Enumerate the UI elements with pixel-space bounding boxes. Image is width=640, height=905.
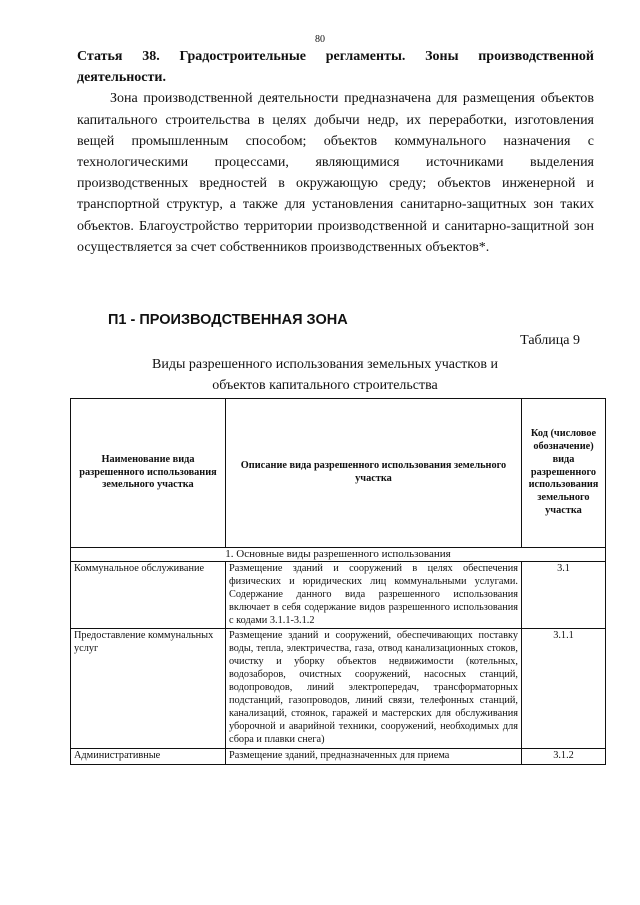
- section-title: 1. Основные виды разрешенного использования: [71, 548, 606, 562]
- row-description: Размещение зданий, предназначенных для приема: [226, 748, 522, 764]
- row-description: Размещение зданий и сооружений, обеспечивающих поставку воды, тепла, электричества, газа, отвод канализационных стоков, очистку и уборку объектов недвижимости (котельных, водозаборов, очистных сооружений, насосных станций, водопроводов, линий электропередач, трансформаторных подстанций, газопроводов, линий связи, телефонных станций, канализаций, стоянок, гаражей и мастерских для обслуживания уборочной и аварийной техники, сооружений, необходимых для сбора и плавки снега): [226, 629, 522, 748]
- table-header-row: [71, 399, 606, 548]
- row-code: 3.1.2: [522, 748, 606, 764]
- table-caption-line-2: объектов капитального строительства: [212, 378, 438, 393]
- permitted-use-table: [70, 398, 606, 765]
- header-description: Описание вида разрешенного использования земельного участка: [226, 399, 522, 548]
- row-description: Размещение зданий и сооружений в целях обеспечения физических и юридических лиц коммунальными услугами. Содержание данного вида разрешенного использования включает в себя содержание видов разрешенного использования с кодами 3.1.1-3.1.2: [226, 561, 522, 629]
- row-code: 3.1.1: [522, 629, 606, 748]
- page-number: 80: [315, 34, 325, 45]
- section-row: [71, 548, 606, 562]
- row-code: 3.1: [522, 561, 606, 629]
- zone-heading: П1 - ПРОИЗВОДСТВЕННАЯ ЗОНА: [108, 312, 348, 328]
- header-name: Наименование вида разрешенного использования земельного участка: [71, 399, 226, 548]
- table-caption-line-1: Виды разрешенного использования земельных участков и: [152, 357, 498, 372]
- table-row: [71, 629, 606, 748]
- row-name: Предоставление коммунальных услуг: [71, 629, 226, 748]
- table-caption: [100, 354, 550, 396]
- table-number: Таблица 9: [520, 333, 580, 348]
- row-name: Административные: [71, 748, 226, 764]
- header-code: Код (числовое обозначение) вида разрешенного использования земельного участка: [522, 399, 606, 548]
- table-row: [71, 561, 606, 629]
- article-section: [77, 46, 594, 258]
- article-title: Статья 38. Градостроительные регламенты. Зоны производственной деятельности.: [77, 49, 594, 86]
- article-body: Зона производственной деятельности предназначена для размещения объектов капитального строительства в целях добычи недр, их переработки, изготовления вещей промышленным способом; объектов коммунального назначения с технологическими процессами, являющимися источниками выделения производственных вредностей в окружающую среду; объектов инженерной и транспортной структур, а также для установления санитарно-защитных зон таких объектов. Благоустройство территории производственной и санитарно-защитной зон осуществляется за счет собственников производственных объектов*.: [77, 91, 594, 255]
- row-name: Коммунальное обслуживание: [71, 561, 226, 629]
- table-row: [71, 748, 606, 764]
